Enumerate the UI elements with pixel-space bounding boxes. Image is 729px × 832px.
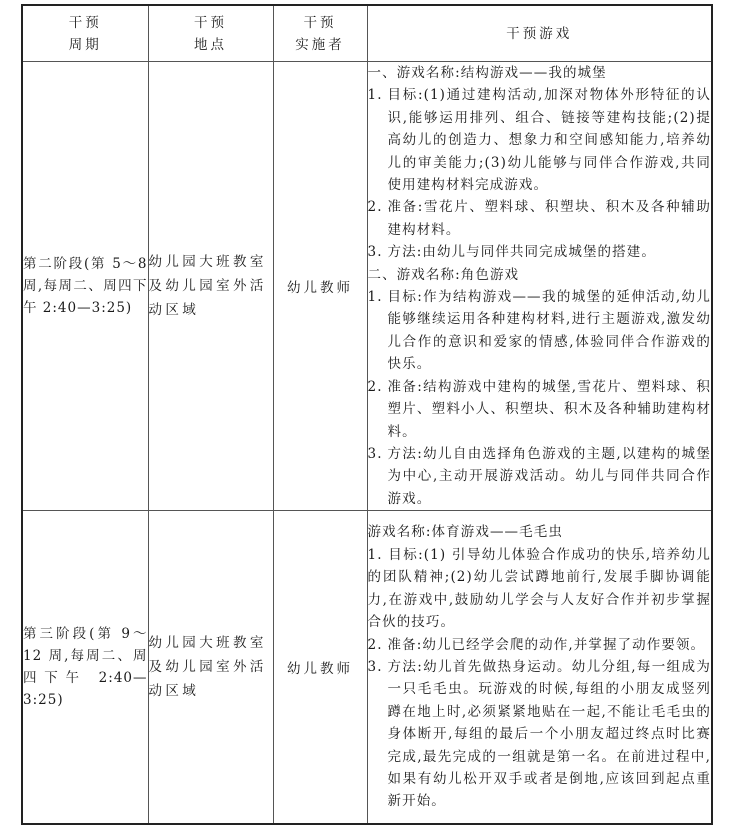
game-item: 2. 准备:幼儿已经学会爬的动作,并掌握了动作要领。 [367,636,706,653]
game-goal-paragraph: 1. 目标:(1) 引导幼儿体验合作成功的快乐,培养幼儿的团队精神;(2)幼儿尝试蹲地前行,发展手脚协调能力,在游戏中,鼓励幼儿学会与人友好合作并初步掌握合伙的技巧。 [367,546,711,631]
game-cell [367,62,712,511]
game-title: 游戏名称:体育游戏——毛毛虫 [367,524,563,541]
game-title: 二、游戏名称:角色游戏 [367,266,520,283]
header-place: 干预 地点 [148,5,273,62]
period-cell: 第二阶段(第 5～8 周,每周二、周四下午 2:40—3:25) [22,62,148,511]
game-item: 2. 准备:结构游戏中建构的城堡,雪花片、塑料球、积塑片、塑料小人、积塑块、积木及各种辅助建构材料。 [367,378,711,440]
header-row [22,5,712,62]
game-item: 2. 准备:雪花片、塑料球、积塑块、积木及各种辅助建构材料。 [367,199,711,238]
game-title: 一、游戏名称:结构游戏——我的城堡 [367,65,607,81]
header-period: 干预 周期 [22,5,148,62]
game-item: 3. 方法:幼儿首先做热身运动。幼儿分组,每一组成为一只毛毛虫。玩游戏的时候,每组的小朋友成竖列蹲在地上时,必须紧紧地贴在一起,不能让毛毛虫的身体断开,每组的最后一个小朋友超过终点时比赛完成,最先完成的一组就是第一名。在前进过程中,如果有幼儿松开双手或者是倒地,应该回到起点重新开始。 [367,658,711,810]
period-cell: 第三阶段(第 9～12 周,每周二、周四下午 2:40—3:25) [22,511,148,825]
place-cell: 幼儿园大班教室及幼儿园室外活动区域 [148,511,273,825]
intervention-plan-table [21,4,713,825]
place-cell: 幼儿园大班教室及幼儿园室外活动区域 [148,62,273,511]
table-row [22,62,712,511]
actor-cell: 幼儿教师 [273,62,367,511]
game-item: 3. 方法:由幼儿与同伴共同完成城堡的搭建。 [367,244,656,261]
game-cell [367,511,712,825]
game-item: 3. 方法:幼儿自由选择角色游戏的主题,以建构的城堡为中心,主动开展游戏活动。幼儿与同伴共同合作游戏。 [367,445,711,507]
game-item: 1. 目标:(1)通过建构活动,加深对物体外形特征的认识,能够运用排列、组合、链接等建构技能;(2)提高幼儿的创造力、想象力和空间感知能力,培养幼儿的审美能力;(3)幼儿能够与同伴合作游戏,共同使用建构材料完成游戏。 [367,87,711,194]
table-row [22,511,712,825]
header-game: 干预游戏 [367,5,712,62]
actor-cell: 幼儿教师 [273,511,367,825]
header-actor: 干预 实施者 [273,5,367,62]
game-item: 1. 目标:作为结构游戏——我的城堡的延伸活动,幼儿能够继续运用各种建构材料,进行主题游戏,激发幼儿合作的意识和爱家的情感,体验同伴合作游戏的快乐。 [367,289,711,373]
